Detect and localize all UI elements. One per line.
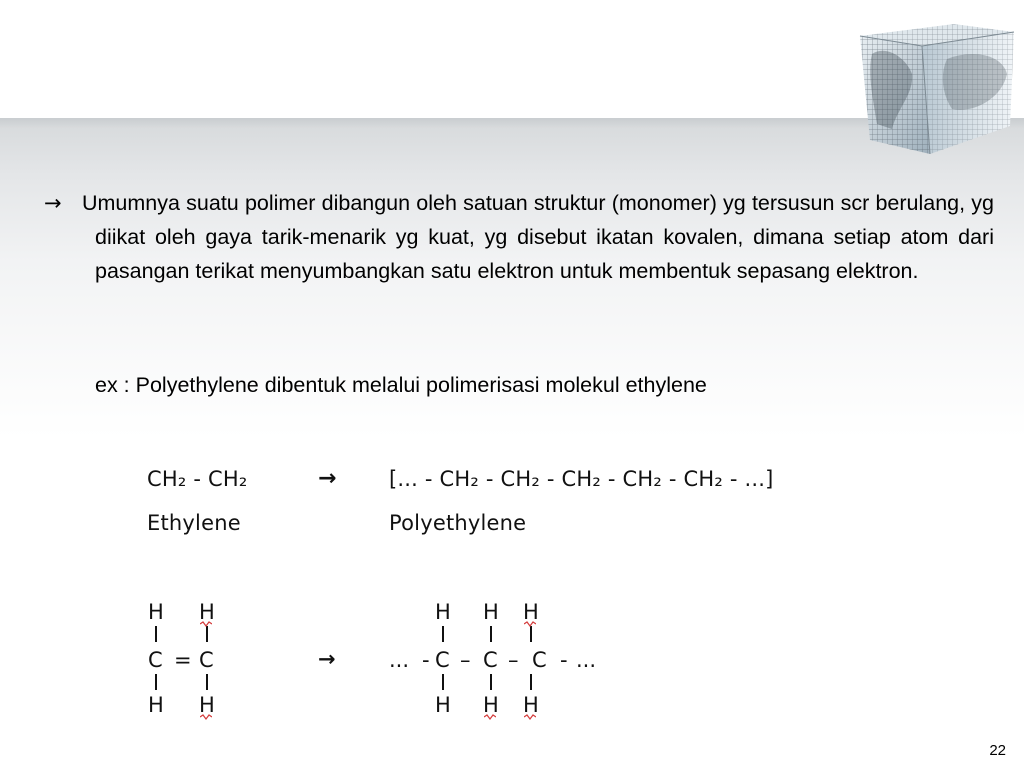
monomer-formula: CH₂ - CH₂ — [147, 467, 248, 491]
polymer-name: Polyethylene — [389, 511, 527, 535]
single-bond — [155, 626, 157, 642]
reaction-arrow-icon: → — [318, 466, 337, 491]
chain-ellipsis: ... — [576, 648, 597, 672]
polymer-formula: [... - CH₂ - CH₂ - CH₂ - CH₂ - CH₂ - ...] — [389, 467, 774, 491]
double-bond: = — [174, 648, 192, 672]
spellcheck-underline — [484, 714, 496, 720]
single-bond: – — [460, 648, 471, 672]
single-bond — [206, 626, 208, 642]
bullet-paragraph: Umumnya suatu polimer dibangun oleh satuan struktur (monomer) yg tersusun scr berulang, yg diikat oleh gaya tarik-menarik yg kuat, yg disebut ikatan kovalen, dimana setiap atom dari pasangan terikat menyumbangkan satu elektron untuk membentuk sepasang elektron. — [82, 191, 994, 283]
reaction-arrow-icon: → — [318, 647, 336, 671]
hydrogen-atom: H — [523, 693, 539, 717]
chain-dash: - — [560, 648, 568, 672]
single-bond — [442, 626, 444, 642]
spellcheck-underline — [524, 621, 536, 627]
chain-dash: - — [422, 648, 430, 672]
single-bond — [490, 626, 492, 642]
page-number: 22 — [989, 742, 1006, 759]
carbon-atom: C — [199, 648, 214, 672]
carbon-atom: C — [532, 648, 547, 672]
single-bond: – — [508, 648, 519, 672]
single-bond — [442, 674, 444, 690]
example-text: ex : Polyethylene dibentuk melalui polimerisasi molekul ethylene — [95, 373, 707, 397]
bullet-arrow-icon: → — [44, 191, 62, 215]
hydrogen-atom: H — [199, 600, 215, 624]
single-bond — [530, 674, 532, 690]
spellcheck-underline — [524, 714, 536, 720]
single-bond — [530, 626, 532, 642]
monomer-name: Ethylene — [147, 511, 241, 535]
hydrogen-atom: H — [523, 600, 539, 624]
carbon-atom: C — [435, 648, 450, 672]
carbon-atom: C — [483, 648, 498, 672]
chain-ellipsis: ... — [389, 648, 410, 672]
single-bond — [206, 674, 208, 690]
spellcheck-underline — [200, 621, 212, 627]
hydrogen-atom: H — [199, 693, 215, 717]
spellcheck-underline — [200, 714, 212, 720]
hydrogen-atom: H — [483, 693, 499, 717]
single-bond — [490, 674, 492, 690]
single-bond — [155, 674, 157, 690]
bullet-point — [44, 186, 994, 288]
hydrogen-atom: H — [435, 600, 451, 624]
hydrogen-atom: H — [435, 693, 451, 717]
hydrogen-atom: H — [148, 600, 164, 624]
carbon-atom: C — [148, 648, 163, 672]
hydrogen-atom: H — [483, 600, 499, 624]
hydrogen-atom: H — [148, 693, 164, 717]
globe-cube-icon — [852, 14, 1022, 159]
